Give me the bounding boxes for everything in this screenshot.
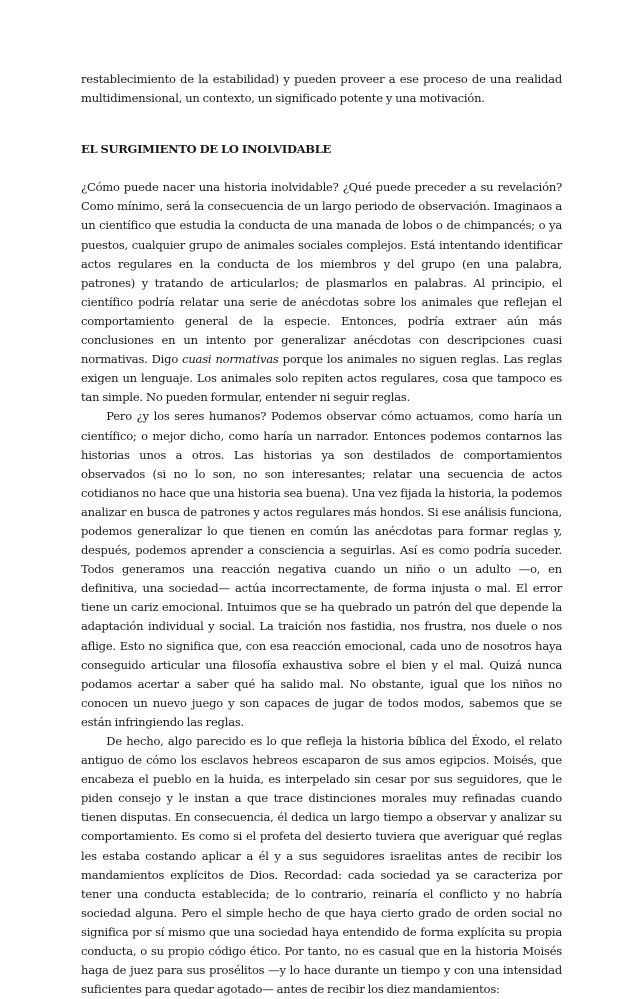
section-heading: EL SURGIMIENTO DE LO INOLVIDABLE — [81, 142, 331, 157]
paragraph-1-text-a: ¿Cómo puede nacer una historia inolvidable? ¿Qué puede preceder a su revelación? Como mínimo, será la consecuencia de un largo periodo de observación. Imaginaos a un científico que estudia la conducta de una manada de lobos o de chimpancés; o ya puestos, cualquier grupo de animales sociales complejos. Está intentando identificar actos regulares en la conducta de los miembros y del grupo (en una palabra, patrones) y tratando de articularlos; de plasmarlos en palabras. Al principio, el científico podría relatar una serie de anécdotas sobre los animales que reflejan el comportamiento general de la especie. Entonces, podría extraer aún más conclusiones en un intento por generalizar anécdotas con descripciones cuasi normativas. Digo — [81, 180, 562, 367]
paragraph-1 — [81, 178, 562, 407]
paragraph-1-italic-term: cuasi normativas — [182, 352, 279, 367]
document-page — [81, 70, 562, 999]
paragraph-2: Pero ¿y los seres humanos? Podemos observar cómo actuamos, como haría un científico; o mejor dicho, como haría un narrador. Entonces podemos contarnos las historias unos a otros. Las historias ya son destilados de comportamientos observados (si no lo son, no son interesantes; relatar una secuencia de actos cotidianos no hace que una historia sea buena). Una vez fijada la historia, la podemos analizar en busca de patrones y actos regulares más hondos. Si ese análisis funciona, podemos generalizar lo que tienen en común las anécdotas para formar reglas y, después, podemos aprender a consciencia a seguirlas. Así es como podría suceder. Todos generamos una reacción negativa cuando un niño o un adulto —o, en definitiva, una sociedad— actúa incorrectamente, de forma injusta o mal. El error tiene un cariz emocional. Intuimos que se ha quebrado un patrón del que depende la adaptación individual y social. La traición nos fastidia, nos frustra, nos duele o nos aflige. Esto no significa que, con esa reacción emocional, cada uno de nosotros haya conseguido articular una filosofía exhaustiva sobre el bien y el mal. Quizá nunca podamos acertar a saber qué ha salido mal. No obstante, igual que los niños no conocen un nuevo juego y son capaces de jugar de todos modos, sabemos que se están infringiendo las reglas. — [81, 409, 562, 729]
paragraph-1-text-b: porque los animales no siguen reglas. Las reglas exigen un lenguaje. Los animales solo repiten actos regulares, cosa que tampoco es tan simple. No pueden formular, entender ni seguir reglas. — [81, 352, 562, 405]
intro-paragraph: restablecimiento de la estabilidad) y pueden proveer a ese proceso de una realidad multidimensional, un contexto, un significado potente y una motivación. — [81, 72, 562, 106]
paragraph-3: De hecho, algo parecido es lo que refleja la historia bíblica del Éxodo, el relato antiguo de cómo los esclavos hebreos escaparon de sus amos egipcios. Moisés, que encabeza el pueblo en la huida, es interpelado sin cesar por sus seguidores, que le piden consejo y le instan a que trace distinciones morales muy refinadas cuando tienen disputas. En consecuencia, él dedica un largo tiempo a observar y analizar su comportamiento. Es como si el profeta del desierto tuviera que averiguar qué reglas les estaba costando aplicar a él y a sus seguidores israelitas antes de recibir los mandamientos explícitos de Dios. Recordad: cada sociedad ya se caracteriza por tener una conducta establecida; de lo contrario, reinaría el conflicto y no habría sociedad alguna. Pero el simple hecho de que haya cierto grado de orden social no significa por sí mismo que una sociedad haya entendido de forma explícita su propia conducta, o su propio código ético. Por tanto, no es casual que en la historia Moisés haga de juez para sus prosélitos —y lo hace durante un tiempo y con una intensidad suficientes para quedar agotado— antes de recibir los diez mandamientos: — [81, 734, 562, 997]
